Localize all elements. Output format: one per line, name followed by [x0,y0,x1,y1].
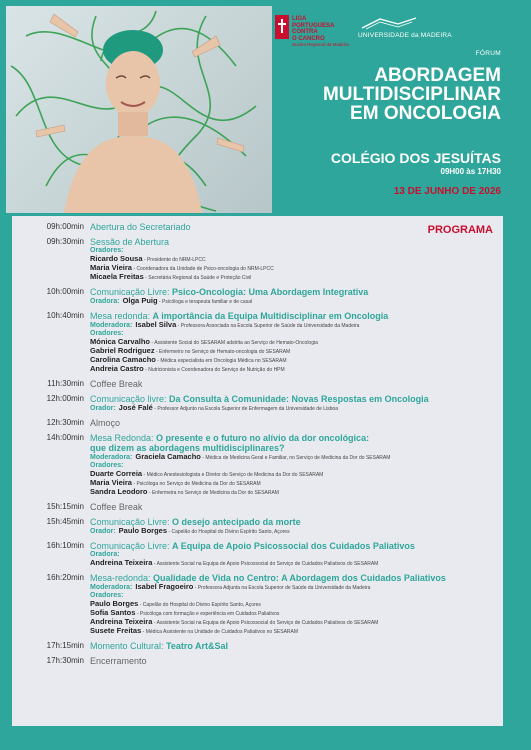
moderator-label: Oradora: [90,298,120,305]
moderator-label: Moderadora: [90,454,133,461]
item-time: 12h:00min [46,394,84,403]
item-time: 11h:30min [47,379,84,388]
moderator-role: Capelão do Hospital do Divino Espírito Santo, Açores [171,529,290,535]
speakers-label: Oradores: [90,330,124,337]
speaker [90,255,490,264]
footer-band [0,726,531,750]
program-item [12,656,503,666]
speakers-label: Oradores: [90,462,124,469]
item-body [90,222,490,232]
speaker-role: Enfermeira no Serviço de Medicina da Dor do SESARAM [151,490,279,496]
program-item [12,311,503,374]
header [0,0,531,215]
item-time: 17h:30min [46,656,84,665]
moderator-name: Isabel Silva [135,321,177,329]
item-time: 17h:15min [46,641,84,650]
speaker-name: Gabriel Rodriguez [90,347,155,355]
separator: - [142,257,147,263]
hero-photo [6,6,272,213]
program-item [12,237,503,282]
speaker-role: Psicóloga no Serviço de Medicina da Dor do SESARAM [136,481,261,487]
moderator-role: Professor Adjunto na Escola Superior de Enfermagem da Universidade de Lisboa [157,406,338,412]
speaker-role: Secretária Regional da Saúde e Proteção Civil [148,275,252,281]
item-heading [90,394,490,404]
item-type: Mesa Redonda: [90,433,157,443]
item-heading [90,418,490,428]
speaker-role: Enfermeiro no Serviço de Hemato-oncologia do SESARAM [159,349,291,355]
item-moderator [90,453,490,462]
moderator-role: Professora Adjunta na Escola Superior de Saúde da Universidade da Madeira [197,585,371,591]
uma-roof-icon [360,16,418,30]
item-heading [90,541,490,551]
speaker-role: Psicóloga com formação e experiência em Cuidados Paliativos [139,611,280,617]
item-time: 10h:00min [46,287,84,296]
item-time: 12h:30min [46,418,84,427]
item-title: O presente e o futuro no alívio da dor oncológica: [156,433,370,443]
item-title: Da Consulta à Comunidade: Novas Respostas em Oncologia [169,394,429,404]
item-time: 10h:40min [46,311,84,320]
event-title-line: EM ONCOLOGIA [350,103,501,124]
program-label: PROGRAMA [427,224,493,236]
speaker-role: Assistente Social do SESARAM adstrita ao Serviço de Hemato-Oncologia [154,340,318,346]
speakers-label: Oradores: [90,247,124,254]
item-body [90,541,490,568]
separator: - [155,358,161,364]
item-heading [90,502,490,512]
speaker-role: Médica Assistente na Unidade de Cuidados Paliativos no SESARAM [145,629,299,635]
item-moderator [90,297,490,306]
item-heading [90,433,490,443]
speaker [90,488,490,497]
separator: - [193,585,198,591]
speaker-name: Andreina Teixeira [90,618,153,626]
item-title: O desejo antecipado da morte [172,517,301,527]
speaker-name: Susete Freitas [90,627,142,635]
speaker [90,627,490,636]
item-type: Comunicação Livre: [90,287,173,297]
speaker-name: Ricardo Sousa [90,255,143,263]
separator: - [154,349,160,355]
item-moderator [90,321,490,330]
item-title: Psico-Oncologia: Uma Abordagem Integrativa [172,287,369,297]
item-title: Coffee Break [90,502,143,512]
moderator-name: Paulo Borges [118,527,168,535]
item-title-cont: que dizem as abordagens multidisciplinares? [90,443,285,453]
moderator-name: Isabel Fragoeiro [135,583,194,591]
item-type: Comunicação livre: [90,394,170,404]
item-type: Mesa-redonda: [90,573,154,583]
program-item [12,517,503,536]
separator: - [131,481,137,487]
item-time: 09h:00min [46,222,84,231]
item-moderator [90,404,490,413]
speaker [90,338,490,347]
moderator-name: Olga Puig [122,297,158,305]
item-body [90,287,490,306]
venue: COLÉGIO DOS JESUÍTAS [330,150,501,166]
speaker-role: Assistente Social na Equipa de Apoio Psicossocial do Serviço de Cuidados Paliativos do SESARAM [156,561,379,567]
speaker-role: Presidente do NRM-LPCC [146,257,206,263]
separator: - [141,629,146,635]
speaker-role: Nutricionista e Coordenadora do Serviço de Nutrição do HPM [148,367,285,373]
item-heading-cont [90,443,490,453]
item-body [90,311,490,374]
speaker [90,609,490,618]
item-heading [90,379,490,389]
item-type: Mesa redonda: [90,311,153,321]
item-title: Teatro Art&Sal [166,641,229,651]
item-time: 16h:20min [46,573,84,582]
speaker [90,264,490,273]
speaker-role: Coordenadora da Unidade de Psico-oncologia do NRM-LPCC [136,266,274,272]
item-moderator [90,527,490,536]
item-body [90,502,490,512]
moderator-label: Moderadora: [90,584,133,591]
separator: - [150,340,155,346]
moderator-label: Orador: [90,528,116,535]
moderator-name: Graciela Camacho [135,453,201,461]
woman-with-cables-illustration [6,6,272,213]
speaker [90,347,490,356]
separator: - [142,472,147,478]
program-panel [12,216,503,726]
speaker-name: Sandra Leodoro [90,488,148,496]
speaker [90,365,490,374]
logos [272,14,522,54]
separator: - [147,490,152,496]
event-title-line: ABORDAGEM [374,65,501,86]
speaker-name: Carolina Camacho [90,356,156,364]
program-item [12,541,503,568]
lpcc-logo-subtitle: Núcleo Regional da Madeira [292,42,349,47]
item-body [90,641,490,651]
speaker [90,356,490,365]
event-title-line: MULTIDISCIPLINAR [322,84,501,105]
speaker [90,618,490,627]
program-list [12,222,503,671]
moderator-role: Médica de Medicina Geral e Familiar, no Serviço de Medicina da Dor do SESARAM [205,455,391,461]
item-body [90,517,490,536]
moderator-label: Moderadora: [90,322,133,329]
separator: - [157,299,163,305]
item-title: A importância da Equipa Multidisciplinar em Oncologia [152,311,389,321]
lpcc-logo-text: LIGA PORTUGUESA CONTRA O CANCRO [292,16,335,42]
speaker-name: Paulo Borges [90,600,139,608]
moderator-label: Orador: [90,405,116,412]
item-heading [90,656,490,666]
speaker-name: Andreina Teixeira [90,559,153,567]
item-time: 15h:15min [46,502,84,511]
speaker [90,273,490,282]
item-heading [90,517,490,527]
program-item [12,502,503,512]
program-item [12,433,503,497]
item-heading [90,237,490,247]
item-title: A Equipa de Apoio Psicossocial dos Cuidados Paliativos [172,541,415,551]
program-item [12,379,503,389]
event-date: 13 DE JUNHO DE 2026 [393,186,501,197]
item-body [90,418,490,428]
speaker-name: Maria Vieira [90,479,132,487]
item-body [90,379,490,389]
speaker-name: Sofia Santos [90,609,136,617]
item-type: Momento Cultural: [90,641,167,651]
moderator-role: Psicóloga e terapeuta familiar e de casal [162,299,253,305]
item-body [90,394,490,413]
separator: - [152,406,158,412]
program-item [12,418,503,428]
program-item [12,394,503,413]
separator: - [200,455,206,461]
forum-label: FÓRUM [475,50,501,57]
uma-logo-text: UNIVERSIDADE da MADEIRA [358,32,452,39]
separator: - [152,620,157,626]
item-title: Sessão de Abertura [90,237,170,247]
speakers-label: Oradores: [90,592,124,599]
item-heading [90,311,490,321]
separator: - [176,323,181,329]
item-title: Coffee Break [90,379,143,389]
item-time: 16h:10min [46,541,84,550]
item-heading [90,573,490,583]
speaker-role: Capelão do Hospital do Divino Espírito Santo, Açores [142,602,261,608]
item-heading [90,641,490,651]
separator: - [135,611,140,617]
speaker [90,600,490,609]
item-body [90,656,490,666]
program-item [12,287,503,306]
separator: - [167,529,172,535]
separator: - [152,561,157,567]
speaker-name: Andreia Castro [90,365,144,373]
speaker-name: Duarte Correia [90,470,143,478]
item-title: Qualidade de Vida no Centro: A Abordagem dos Cuidados Paliativos [153,573,446,583]
item-time: 15h:45min [46,517,84,526]
separator: - [143,367,149,373]
item-title: Almoço [90,418,121,428]
separator: - [143,275,149,281]
speaker [90,559,490,568]
program-item [12,641,503,651]
item-time: 09h:30min [46,237,84,246]
speaker-name: Micaela Freitas [90,273,144,281]
moderator-role: Professora Associada na Escola Superior de Saúde da Universidade da Madeira [180,323,360,329]
item-title: Encerramento [90,656,147,666]
program-item [12,222,503,232]
speaker-role: Médica especialista em Oncologia Médica no SESARAM [160,358,287,364]
program-item [12,573,503,636]
moderator-name: José Falé [118,404,153,412]
speaker [90,470,490,479]
hours: 09H00 às 17H30 [440,167,501,176]
separator: - [138,602,143,608]
item-body [90,237,490,282]
item-heading [90,222,490,232]
item-heading [90,287,490,297]
speakers-label: Oradora: [90,551,120,558]
speaker [90,479,490,488]
item-time: 14h:00min [46,433,84,442]
speaker-role: Assistente Social na Equipa de Apoio Psicossocial do Serviço de Cuidados Paliativos do SESARAM [156,620,379,626]
item-type: Comunicação Livre: [90,541,173,551]
event-title [261,66,501,123]
speaker-role: Médico Anestesiologista e Diretor do Serviço de Medicina da Dor do SESARAM [146,472,324,478]
speaker-name: Maria Vieira [90,264,132,272]
separator: - [131,266,137,272]
item-body [90,573,490,636]
speaker-name: Mónica Carvalho [90,338,151,346]
lpcc-cross-icon [275,15,289,39]
item-type: Comunicação Livre: [90,517,173,527]
item-body [90,433,490,497]
item-title: Abertura do Secretariado [90,222,191,232]
item-moderator [90,583,490,592]
